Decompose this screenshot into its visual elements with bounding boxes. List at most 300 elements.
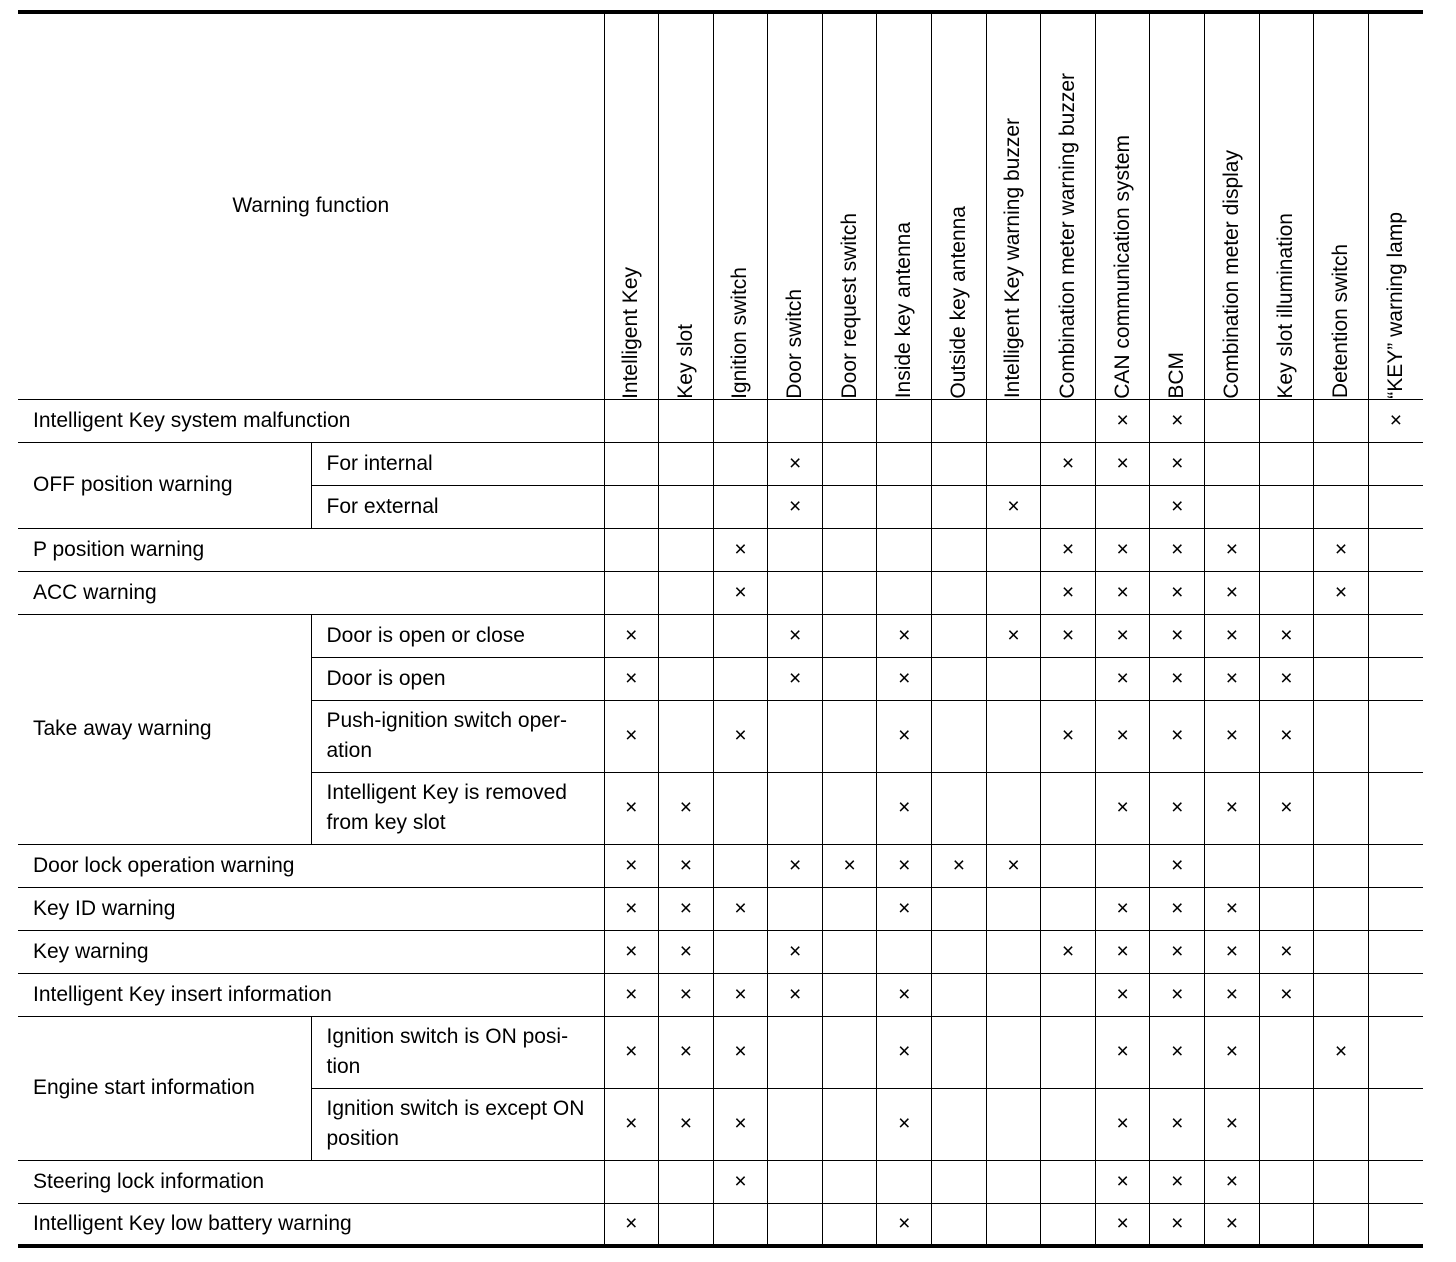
applies-mark: × [713, 1088, 768, 1160]
applies-mark: × [1041, 528, 1096, 571]
applies-mark: × [1314, 528, 1369, 571]
empty-cell [822, 700, 877, 772]
applies-mark: × [1095, 528, 1150, 571]
applies-mark: × [1041, 442, 1096, 485]
applies-mark: × [1150, 571, 1205, 614]
applies-mark: × [604, 772, 659, 844]
applies-mark: × [1205, 1203, 1260, 1246]
applies-mark: × [604, 700, 659, 772]
applies-mark: × [1095, 399, 1150, 442]
applies-mark: × [1041, 614, 1096, 657]
applies-mark: × [1095, 700, 1150, 772]
empty-cell [659, 614, 714, 657]
empty-cell [932, 571, 987, 614]
applies-mark: × [1095, 1088, 1150, 1160]
applies-mark: × [1041, 700, 1096, 772]
empty-cell [986, 571, 1041, 614]
empty-cell [1041, 844, 1096, 887]
applies-mark: × [1205, 772, 1260, 844]
empty-cell [659, 399, 714, 442]
column-header-label: Door switch [783, 288, 807, 399]
empty-cell [659, 1203, 714, 1246]
applies-mark: × [877, 887, 932, 930]
empty-cell [1314, 1203, 1369, 1246]
warning-condition-label: Ignition switch is except ON position [311, 1088, 604, 1160]
empty-cell [1041, 887, 1096, 930]
column-header-label: Detention switch [1329, 244, 1353, 399]
applies-mark: × [604, 930, 659, 973]
applies-mark: × [877, 1203, 932, 1246]
applies-mark: × [1095, 657, 1150, 700]
empty-cell [1314, 442, 1369, 485]
empty-cell [932, 399, 987, 442]
empty-cell [1314, 772, 1369, 844]
applies-mark: × [713, 700, 768, 772]
empty-cell [822, 930, 877, 973]
empty-cell [1314, 399, 1369, 442]
table-row [18, 1160, 1423, 1203]
empty-cell [768, 399, 823, 442]
column-header-label: Inside key antenna [892, 222, 916, 399]
applies-mark: × [1041, 571, 1096, 614]
empty-cell [1368, 528, 1423, 571]
empty-cell [822, 772, 877, 844]
empty-cell [713, 442, 768, 485]
applies-mark: × [1150, 399, 1205, 442]
applies-mark: × [713, 571, 768, 614]
applies-mark: × [1368, 399, 1423, 442]
applies-mark: × [713, 528, 768, 571]
warning-function-label: Door lock operation warning [18, 844, 604, 887]
applies-mark: × [1150, 930, 1205, 973]
applies-mark: × [1259, 657, 1314, 700]
table-row [18, 930, 1423, 973]
empty-cell [1368, 887, 1423, 930]
applies-mark: × [604, 887, 659, 930]
empty-cell [1095, 844, 1150, 887]
applies-mark: × [1205, 657, 1260, 700]
empty-cell [768, 571, 823, 614]
empty-cell [713, 930, 768, 973]
empty-cell [1041, 1016, 1096, 1088]
column-header [604, 12, 659, 399]
applies-mark: × [877, 700, 932, 772]
applies-mark: × [1095, 930, 1150, 973]
empty-cell [713, 844, 768, 887]
empty-cell [713, 657, 768, 700]
applies-mark: × [1205, 528, 1260, 571]
applies-mark: × [1259, 930, 1314, 973]
applies-mark: × [1150, 657, 1205, 700]
applies-mark: × [659, 844, 714, 887]
empty-cell [986, 772, 1041, 844]
empty-cell [986, 1016, 1041, 1088]
applies-mark: × [1095, 442, 1150, 485]
empty-cell [986, 399, 1041, 442]
empty-cell [822, 399, 877, 442]
warning-condition-label: Door is open [311, 657, 604, 700]
applies-mark: × [1205, 930, 1260, 973]
empty-cell [659, 1160, 714, 1203]
applies-mark: × [877, 844, 932, 887]
table-row [18, 442, 1423, 485]
empty-cell [604, 399, 659, 442]
empty-cell [604, 571, 659, 614]
warning-function-label: Key ID warning [18, 887, 604, 930]
warning-function-label: Engine start information [18, 1016, 311, 1160]
table-row [18, 1203, 1423, 1246]
empty-cell [932, 528, 987, 571]
empty-cell [768, 1203, 823, 1246]
applies-mark: × [1205, 1088, 1260, 1160]
empty-cell [932, 657, 987, 700]
warning-condition-label: Intelligent Key is removed from key slot [311, 772, 604, 844]
empty-cell [1368, 485, 1423, 528]
empty-cell [659, 657, 714, 700]
empty-cell [1368, 973, 1423, 1016]
warning-function-matrix [18, 10, 1423, 1248]
empty-cell [1041, 657, 1096, 700]
empty-cell [1205, 844, 1260, 887]
column-header-label: Key slot illumination [1274, 212, 1298, 399]
column-header-label: “KEY” warning lamp [1383, 211, 1407, 399]
empty-cell [1368, 1016, 1423, 1088]
applies-mark: × [659, 887, 714, 930]
applies-mark: × [1095, 887, 1150, 930]
empty-cell [877, 399, 932, 442]
warning-function-label: OFF position warning [18, 442, 311, 528]
applies-mark: × [1150, 1016, 1205, 1088]
empty-cell [1259, 485, 1314, 528]
column-header [1314, 12, 1369, 399]
table-row [18, 844, 1423, 887]
empty-cell [1259, 442, 1314, 485]
applies-mark: × [713, 973, 768, 1016]
column-header-label: Door request switch [837, 212, 861, 399]
empty-cell [1368, 442, 1423, 485]
table-row [18, 399, 1423, 442]
applies-mark: × [604, 1203, 659, 1246]
empty-cell [1259, 528, 1314, 571]
empty-cell [604, 528, 659, 571]
table-row [18, 973, 1423, 1016]
empty-cell [932, 973, 987, 1016]
empty-cell [768, 1160, 823, 1203]
applies-mark: × [604, 657, 659, 700]
applies-mark: × [659, 1088, 714, 1160]
empty-cell [932, 887, 987, 930]
warning-function-label: P position warning [18, 528, 604, 571]
empty-cell [768, 772, 823, 844]
applies-mark: × [1150, 700, 1205, 772]
applies-mark: × [604, 614, 659, 657]
empty-cell [822, 973, 877, 1016]
applies-mark: × [1095, 973, 1150, 1016]
applies-mark: × [604, 973, 659, 1016]
empty-cell [822, 657, 877, 700]
applies-mark: × [1259, 700, 1314, 772]
applies-mark: × [713, 887, 768, 930]
empty-cell [932, 1088, 987, 1160]
column-header [1368, 12, 1423, 399]
applies-mark: × [1205, 614, 1260, 657]
empty-cell [986, 442, 1041, 485]
applies-mark: × [932, 844, 987, 887]
warning-function-label: Intelligent Key system malfunction [18, 399, 604, 442]
warning-condition-label: Door is open or close [311, 614, 604, 657]
column-header [986, 12, 1041, 399]
warning-function-label: ACC warning [18, 571, 604, 614]
empty-cell [1259, 1016, 1314, 1088]
empty-cell [1314, 973, 1369, 1016]
applies-mark: × [1150, 1088, 1205, 1160]
empty-cell [1368, 772, 1423, 844]
empty-cell [1259, 844, 1314, 887]
column-header [713, 12, 768, 399]
empty-cell [1259, 399, 1314, 442]
column-header-label: CAN communication system [1110, 134, 1134, 399]
applies-mark: × [1150, 442, 1205, 485]
applies-mark: × [877, 772, 932, 844]
applies-mark: × [1150, 1203, 1205, 1246]
applies-mark: × [877, 1088, 932, 1160]
empty-cell [1368, 1160, 1423, 1203]
table-row [18, 1016, 1423, 1088]
applies-mark: × [877, 973, 932, 1016]
empty-cell [659, 485, 714, 528]
empty-cell [1041, 399, 1096, 442]
empty-cell [986, 700, 1041, 772]
applies-mark: × [713, 1016, 768, 1088]
empty-cell [877, 571, 932, 614]
applies-mark: × [768, 844, 823, 887]
warning-function-label: Intelligent Key low battery warning [18, 1203, 604, 1246]
applies-mark: × [1150, 887, 1205, 930]
applies-mark: × [1205, 887, 1260, 930]
applies-mark: × [986, 485, 1041, 528]
column-header [877, 12, 932, 399]
empty-cell [604, 442, 659, 485]
applies-mark: × [768, 442, 823, 485]
applies-mark: × [1150, 1160, 1205, 1203]
empty-cell [1314, 485, 1369, 528]
applies-mark: × [877, 614, 932, 657]
applies-mark: × [659, 930, 714, 973]
empty-cell [1314, 657, 1369, 700]
empty-cell [932, 485, 987, 528]
empty-cell [1041, 772, 1096, 844]
warning-function-label: Key warning [18, 930, 604, 973]
empty-cell [1314, 930, 1369, 973]
empty-cell [1368, 930, 1423, 973]
empty-cell [768, 528, 823, 571]
empty-cell [932, 1160, 987, 1203]
column-header-label: Key slot [673, 323, 697, 399]
empty-cell [1368, 571, 1423, 614]
column-header [1150, 12, 1205, 399]
warning-function-label: Take away warning [18, 614, 311, 844]
column-header [1095, 12, 1150, 399]
empty-cell [877, 442, 932, 485]
applies-mark: × [604, 844, 659, 887]
empty-cell [1041, 1160, 1096, 1203]
empty-cell [932, 700, 987, 772]
applies-mark: × [1205, 571, 1260, 614]
empty-cell [1368, 1203, 1423, 1246]
empty-cell [1041, 1203, 1096, 1246]
column-header [1041, 12, 1096, 399]
warning-condition-label: For internal [311, 442, 604, 485]
empty-cell [713, 485, 768, 528]
applies-mark: × [1150, 973, 1205, 1016]
empty-cell [1259, 887, 1314, 930]
empty-cell [986, 973, 1041, 1016]
applies-mark: × [1150, 772, 1205, 844]
empty-cell [1314, 614, 1369, 657]
empty-cell [822, 1088, 877, 1160]
empty-cell [713, 772, 768, 844]
empty-cell [1259, 1160, 1314, 1203]
applies-mark: × [877, 1016, 932, 1088]
table-row [18, 571, 1423, 614]
applies-mark: × [768, 973, 823, 1016]
empty-cell [1259, 571, 1314, 614]
applies-mark: × [1041, 930, 1096, 973]
empty-cell [1368, 614, 1423, 657]
applies-mark: × [604, 1088, 659, 1160]
empty-cell [986, 528, 1041, 571]
empty-cell [713, 614, 768, 657]
empty-cell [1259, 1088, 1314, 1160]
empty-cell [1205, 442, 1260, 485]
column-header-label: Outside key antenna [946, 205, 970, 399]
empty-cell [822, 614, 877, 657]
applies-mark: × [1259, 973, 1314, 1016]
applies-mark: × [1095, 571, 1150, 614]
warning-function-label: Steering lock information [18, 1160, 604, 1203]
empty-cell [877, 930, 932, 973]
empty-cell [822, 528, 877, 571]
empty-cell [822, 571, 877, 614]
applies-mark: × [768, 930, 823, 973]
applies-mark: × [1150, 485, 1205, 528]
empty-cell [1314, 887, 1369, 930]
applies-mark: × [768, 614, 823, 657]
table-row [18, 528, 1423, 571]
empty-cell [1205, 399, 1260, 442]
empty-cell [768, 700, 823, 772]
matrix-body [18, 399, 1423, 1246]
column-header [1259, 12, 1314, 399]
empty-cell [822, 1160, 877, 1203]
applies-mark: × [659, 1016, 714, 1088]
empty-cell [659, 700, 714, 772]
empty-cell [822, 1016, 877, 1088]
applies-mark: × [713, 1160, 768, 1203]
empty-cell [1314, 1160, 1369, 1203]
applies-mark: × [1150, 528, 1205, 571]
applies-mark: × [1095, 772, 1150, 844]
empty-cell [659, 571, 714, 614]
empty-cell [659, 528, 714, 571]
empty-cell [768, 1016, 823, 1088]
empty-cell [1041, 973, 1096, 1016]
applies-mark: × [986, 614, 1041, 657]
empty-cell [768, 887, 823, 930]
empty-cell [932, 614, 987, 657]
table-row [18, 887, 1423, 930]
empty-cell [877, 485, 932, 528]
warning-function-header: Warning function [18, 12, 604, 399]
empty-cell [822, 442, 877, 485]
applies-mark: × [768, 657, 823, 700]
applies-mark: × [1314, 1016, 1369, 1088]
applies-mark: × [1205, 973, 1260, 1016]
column-header-label: BCM [1165, 351, 1189, 399]
empty-cell [1368, 1088, 1423, 1160]
column-header [822, 12, 877, 399]
column-header [1205, 12, 1260, 399]
empty-cell [932, 1016, 987, 1088]
empty-cell [713, 399, 768, 442]
empty-cell [986, 887, 1041, 930]
empty-cell [1314, 1088, 1369, 1160]
table-row [18, 614, 1423, 657]
applies-mark: × [768, 485, 823, 528]
empty-cell [932, 1203, 987, 1246]
empty-cell [604, 1160, 659, 1203]
empty-cell [986, 1203, 1041, 1246]
empty-cell [1041, 485, 1096, 528]
empty-cell [986, 1160, 1041, 1203]
empty-cell [659, 442, 714, 485]
applies-mark: × [1259, 614, 1314, 657]
empty-cell [1205, 485, 1260, 528]
empty-cell [1095, 485, 1150, 528]
applies-mark: × [1095, 1016, 1150, 1088]
column-header [768, 12, 823, 399]
empty-cell [713, 1203, 768, 1246]
applies-mark: × [1205, 1016, 1260, 1088]
applies-mark: × [1150, 844, 1205, 887]
applies-mark: × [1150, 614, 1205, 657]
empty-cell [822, 887, 877, 930]
applies-mark: × [659, 973, 714, 1016]
empty-cell [986, 930, 1041, 973]
column-header-label: Intelligent Key [619, 266, 643, 399]
empty-cell [1314, 700, 1369, 772]
empty-cell [1041, 1088, 1096, 1160]
empty-cell [932, 772, 987, 844]
column-header-label: Combination meter display [1219, 149, 1243, 399]
applies-mark: × [659, 772, 714, 844]
column-header-label: Intelligent Key warning buzzer [1001, 118, 1025, 399]
empty-cell [932, 930, 987, 973]
warning-condition-label: Push-ignition switch oper-ation [311, 700, 604, 772]
empty-cell [1314, 844, 1369, 887]
empty-cell [877, 528, 932, 571]
applies-mark: × [822, 844, 877, 887]
empty-cell [877, 1160, 932, 1203]
applies-mark: × [1205, 700, 1260, 772]
empty-cell [1368, 844, 1423, 887]
column-header-label: Combination meter warning buzzer [1056, 72, 1080, 399]
applies-mark: × [877, 657, 932, 700]
column-header [659, 12, 714, 399]
applies-mark: × [1205, 1160, 1260, 1203]
empty-cell [1259, 1203, 1314, 1246]
applies-mark: × [1095, 614, 1150, 657]
